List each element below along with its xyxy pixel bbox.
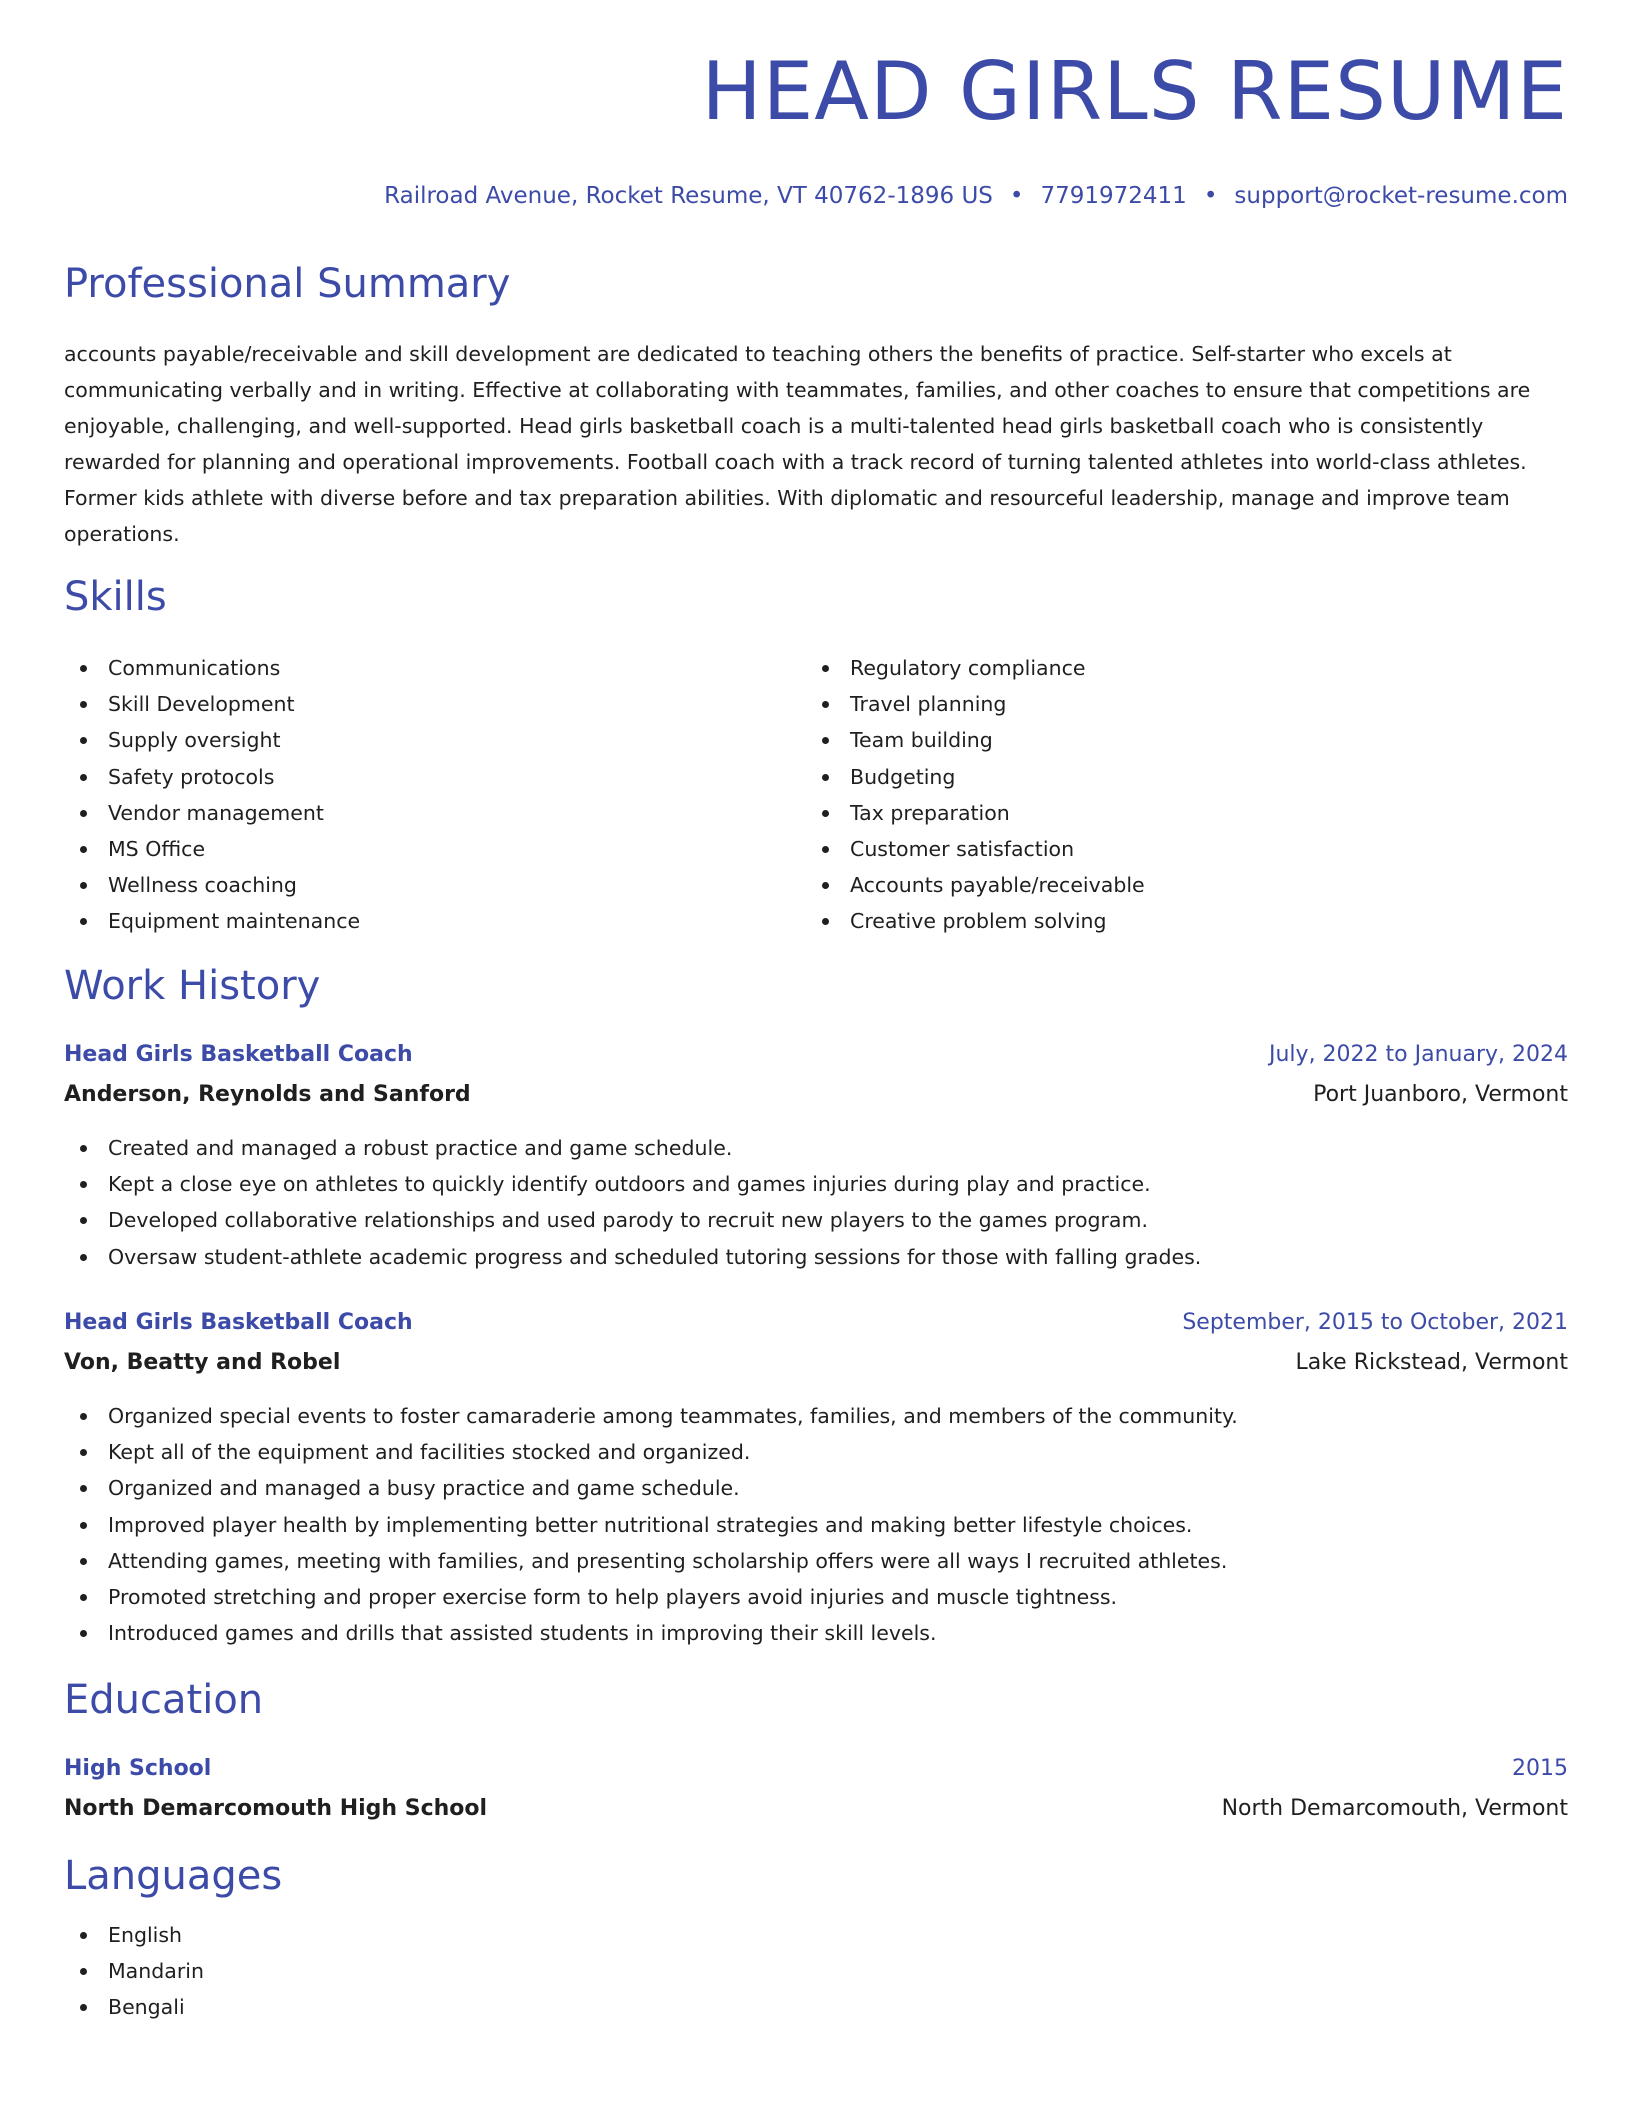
school-name: North Demarcomouth High School [64,1796,488,1821]
list-item: MS Office [64,831,360,867]
job-subheader [64,1350,1568,1382]
summary-text: accounts payable/receivable and skill development are dedicated to teaching others the benefits of practice. Self-starter who excels at communicating verbally and in writing. Effective at collaborating with teammates, families, and other coaches to ensure that competitions are enjoyable, challenging, and well-supported. Head girls basketball coach is a multi-talented head girls basketball coach who is consistently rewarded for planning and operational improvements. Football coach with a track record of turning talented athletes into world-class athletes. Former kids athlete with diverse before and tax preparation abilities. With diplomatic and resourceful leadership, manage and improve team operations. [64,342,1531,546]
job-dates: July, 2022 to January, 2024 [1269,1042,1568,1067]
list-item: Vendor management [64,795,360,831]
contact-separator: • [1009,183,1024,209]
list-item: Supply oversight [64,722,360,758]
job-title: Head Girls Basketball Coach [64,1042,413,1067]
list-item: Developed collaborative relationships and used parody to recruit new players to the games program. [64,1202,1201,1238]
list-item: Promoted stretching and proper exercise form to help players avoid injuries and muscle tightness. [64,1579,1238,1615]
education-subheader [64,1796,1568,1828]
email-link[interactable]: support@rocket-resume.com [1234,183,1568,209]
list-item: Communications [64,650,360,686]
job-duties-list [64,1398,1238,1651]
list-item: Kept a close eye on athletes to quickly identify outdoors and games injuries during play and practice. [64,1166,1201,1202]
list-item: Customer satisfaction [806,831,1145,867]
list-item: Bengali [64,1989,204,2025]
list-item: Team building [806,722,1145,758]
job-subheader [64,1082,1568,1114]
list-item: Travel planning [806,686,1145,722]
resume-name: HEAD GIRLS RESUME [701,45,1568,138]
list-item: Budgeting [806,759,1145,795]
list-item: Tax preparation [806,795,1145,831]
list-item: Skill Development [64,686,360,722]
list-item: Wellness coaching [64,867,360,903]
contact-line [384,183,1568,209]
job-dates: September, 2015 to October, 2021 [1182,1310,1568,1335]
job-header [64,1310,1568,1342]
job-company: Anderson, Reynolds and Sanford [64,1082,471,1107]
section-title-education: Education [64,1677,264,1723]
list-item: Creative problem solving [806,903,1145,939]
contact-separator: • [1203,183,1218,209]
list-item: English [64,1917,204,1953]
list-item: Organized special events to foster camaraderie among teammates, families, and members of the community. [64,1398,1238,1434]
list-item: Attending games, meeting with families, and presenting scholarship offers were all ways I recruited athletes. [64,1543,1238,1579]
list-item: Oversaw student-athlete academic progress and scheduled tutoring sessions for those with falling grades. [64,1239,1201,1275]
list-item: Kept all of the equipment and facilities stocked and organized. [64,1434,1238,1470]
job-company: Von, Beatty and Robel [64,1350,341,1375]
list-item: Accounts payable/receivable [806,867,1145,903]
address: Railroad Avenue, Rocket Resume, VT 40762-1896 US [384,183,993,209]
languages-list [64,1917,204,2026]
job-location: Lake Rickstead, Vermont [1295,1350,1568,1375]
phone: 7791972411 [1040,183,1187,209]
list-item: Mandarin [64,1953,204,1989]
job-duties-list [64,1130,1201,1275]
list-item: Safety protocols [64,759,360,795]
school-location: North Demarcomouth, Vermont [1221,1796,1568,1821]
graduation-year: 2015 [1512,1756,1568,1781]
section-title-skills: Skills [64,574,167,620]
section-title-languages: Languages [64,1853,283,1899]
job-title: Head Girls Basketball Coach [64,1310,413,1335]
skills-list-left [64,650,360,940]
section-title-summary: Professional Summary [64,261,511,307]
list-item: Introduced games and drills that assisted students in improving their skill levels. [64,1615,1238,1651]
list-item: Organized and managed a busy practice and game schedule. [64,1470,1238,1506]
section-title-work-history: Work History [64,963,321,1009]
job-header [64,1042,1568,1074]
list-item: Improved player health by implementing better nutritional strategies and making better lifestyle choices. [64,1507,1238,1543]
list-item: Equipment maintenance [64,903,360,939]
job-location: Port Juanboro, Vermont [1313,1082,1568,1107]
list-item: Created and managed a robust practice and game schedule. [64,1130,1201,1166]
education-header [64,1756,1568,1788]
skills-list-right [806,650,1145,940]
list-item: Regulatory compliance [806,650,1145,686]
degree: High School [64,1756,212,1781]
